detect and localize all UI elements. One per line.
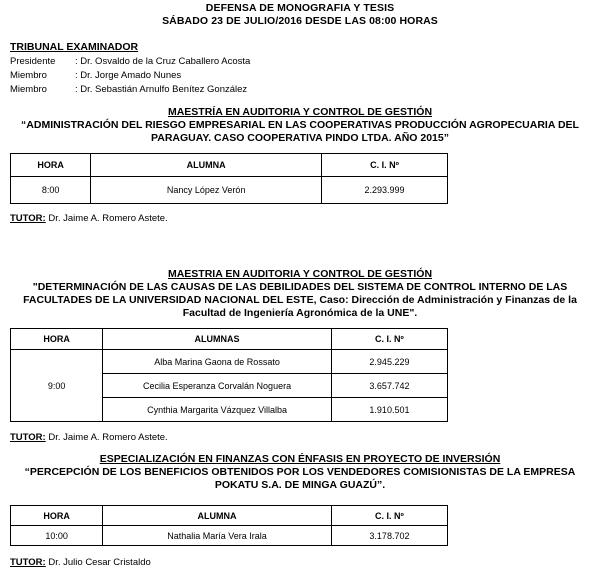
tribunal-member: [10, 70, 181, 81]
schedule-table: [10, 328, 448, 422]
schedule-table: [10, 153, 448, 204]
cell-ci: 2.293.999: [322, 177, 448, 204]
cell-hora: 8:00: [11, 177, 91, 204]
schedule-table: [10, 505, 448, 546]
cell-hora: 9:00: [11, 350, 103, 422]
column-header-ci: C. I. Nº: [331, 329, 447, 350]
member-role: Presidente: [10, 56, 56, 67]
thesis-title-line: "DETERMINACIÓN DE LAS CAUSAS DE LAS DEBILIDADES DEL SISTEMA DE CONTROL INTERNO DE LAS: [32, 281, 568, 293]
tutor-label: TUTOR:: [10, 557, 46, 568]
table-row: [11, 350, 448, 374]
thesis-title-line: FACULTADES DE LA UNIVERSIDAD NACIONAL DEL ESTE, Caso: Dirección de Administración y Finanzas de la: [23, 294, 577, 306]
column-header-ci: C. I. Nº: [331, 506, 447, 526]
cell-ci: 1.910.501: [331, 398, 447, 422]
thesis-title: [8, 281, 592, 320]
tribunal-member: [10, 84, 247, 95]
tutor-line: [10, 213, 168, 224]
member-name: : Dr. Osvaldo de la Cruz Caballero Acosta: [75, 56, 251, 67]
tutor-line: [10, 557, 151, 568]
cell-ci: 3.657.742: [331, 374, 447, 398]
thesis-title-line: PARAGUAY. CASO COOPERATIVA PINDO LTDA. AÑO 2015”: [151, 132, 449, 144]
document-title: DEFENSA DE MONOGRAFIA Y TESIS: [205, 2, 395, 14]
thesis-title: [8, 466, 592, 492]
cell-name: Nancy López Verón: [91, 177, 322, 204]
thesis-title-line: “PERCEPCIÓN DE LOS BENEFICIOS OBTENIDOS POR LOS VENDEDORES COMISIONISTAS DE LA EMPRESA: [24, 466, 576, 478]
column-header-hora: HORA: [11, 154, 91, 177]
tutor-name: Dr. Jaime A. Romero Astete.: [48, 432, 168, 443]
cell-hora: 10:00: [11, 526, 103, 546]
thesis-title-line: Facultad de Ingeniería Agronómica de la UNE".: [182, 307, 418, 319]
tutor-name: Dr. Jaime A. Romero Astete.: [48, 213, 168, 224]
column-header-hora: HORA: [11, 329, 103, 350]
tutor-name: Dr. Julio Cesar Cristaldo: [48, 557, 151, 568]
cell-ci: 3.178.702: [331, 526, 447, 546]
program-heading: MAESTRIA EN AUDITORIA Y CONTROL DE GESTIÓN: [167, 268, 433, 280]
table-row: [11, 526, 448, 546]
column-header-alumna: ALUMNA: [91, 154, 322, 177]
table-row: [11, 177, 448, 204]
column-header-hora: HORA: [11, 506, 103, 526]
tutor-label: TUTOR:: [10, 213, 46, 224]
cell-name: Cecilia Esperanza Corvalán Noguera: [103, 374, 332, 398]
thesis-title-line: POKATU S.A. DE MINGA GUAZÚ”.: [214, 479, 386, 491]
member-name: : Dr. Sebastián Arnulfo Benítez González: [75, 84, 248, 95]
program-heading: ESPECIALIZACIÓN EN FINANZAS CON ÉNFASIS EN PROYECTO DE INVERSIÓN: [99, 453, 501, 465]
tutor-label: TUTOR:: [10, 432, 46, 443]
column-header-alumna: ALUMNA: [103, 506, 332, 526]
column-header-alumnas: ALUMNAS: [103, 329, 332, 350]
document-subtitle-date: SÁBADO 23 DE JULIO/2016 DESDE LAS 08:00 HORAS: [162, 15, 438, 27]
member-role: Miembro: [10, 70, 47, 81]
cell-ci: 2.945.229: [331, 350, 447, 374]
tribunal-member-president: [10, 56, 250, 67]
thesis-title-line: “ADMINISTRACIÓN DEL RIESGO EMPRESARIAL EN LAS COOPERATIVAS PRODUCCIÓN AGROPECUARIA DEL: [21, 119, 579, 131]
column-header-ci: C. I. Nº: [322, 154, 448, 177]
thesis-title: [8, 119, 592, 145]
member-role: Miembro: [10, 84, 47, 95]
cell-name: Cynthia Margarita Vázquez Villalba: [103, 398, 332, 422]
member-name: : Dr. Jorge Amado Nunes: [75, 70, 182, 81]
program-heading: MAESTRÍA EN AUDITORIA Y CONTROL DE GESTIÓN: [167, 106, 433, 118]
cell-name: Nathalia María Vera Irala: [103, 526, 332, 546]
tutor-line: [10, 432, 168, 443]
tribunal-heading: TRIBUNAL EXAMINADOR: [10, 41, 139, 53]
cell-name: Alba Marina Gaona de Rossato: [103, 350, 332, 374]
